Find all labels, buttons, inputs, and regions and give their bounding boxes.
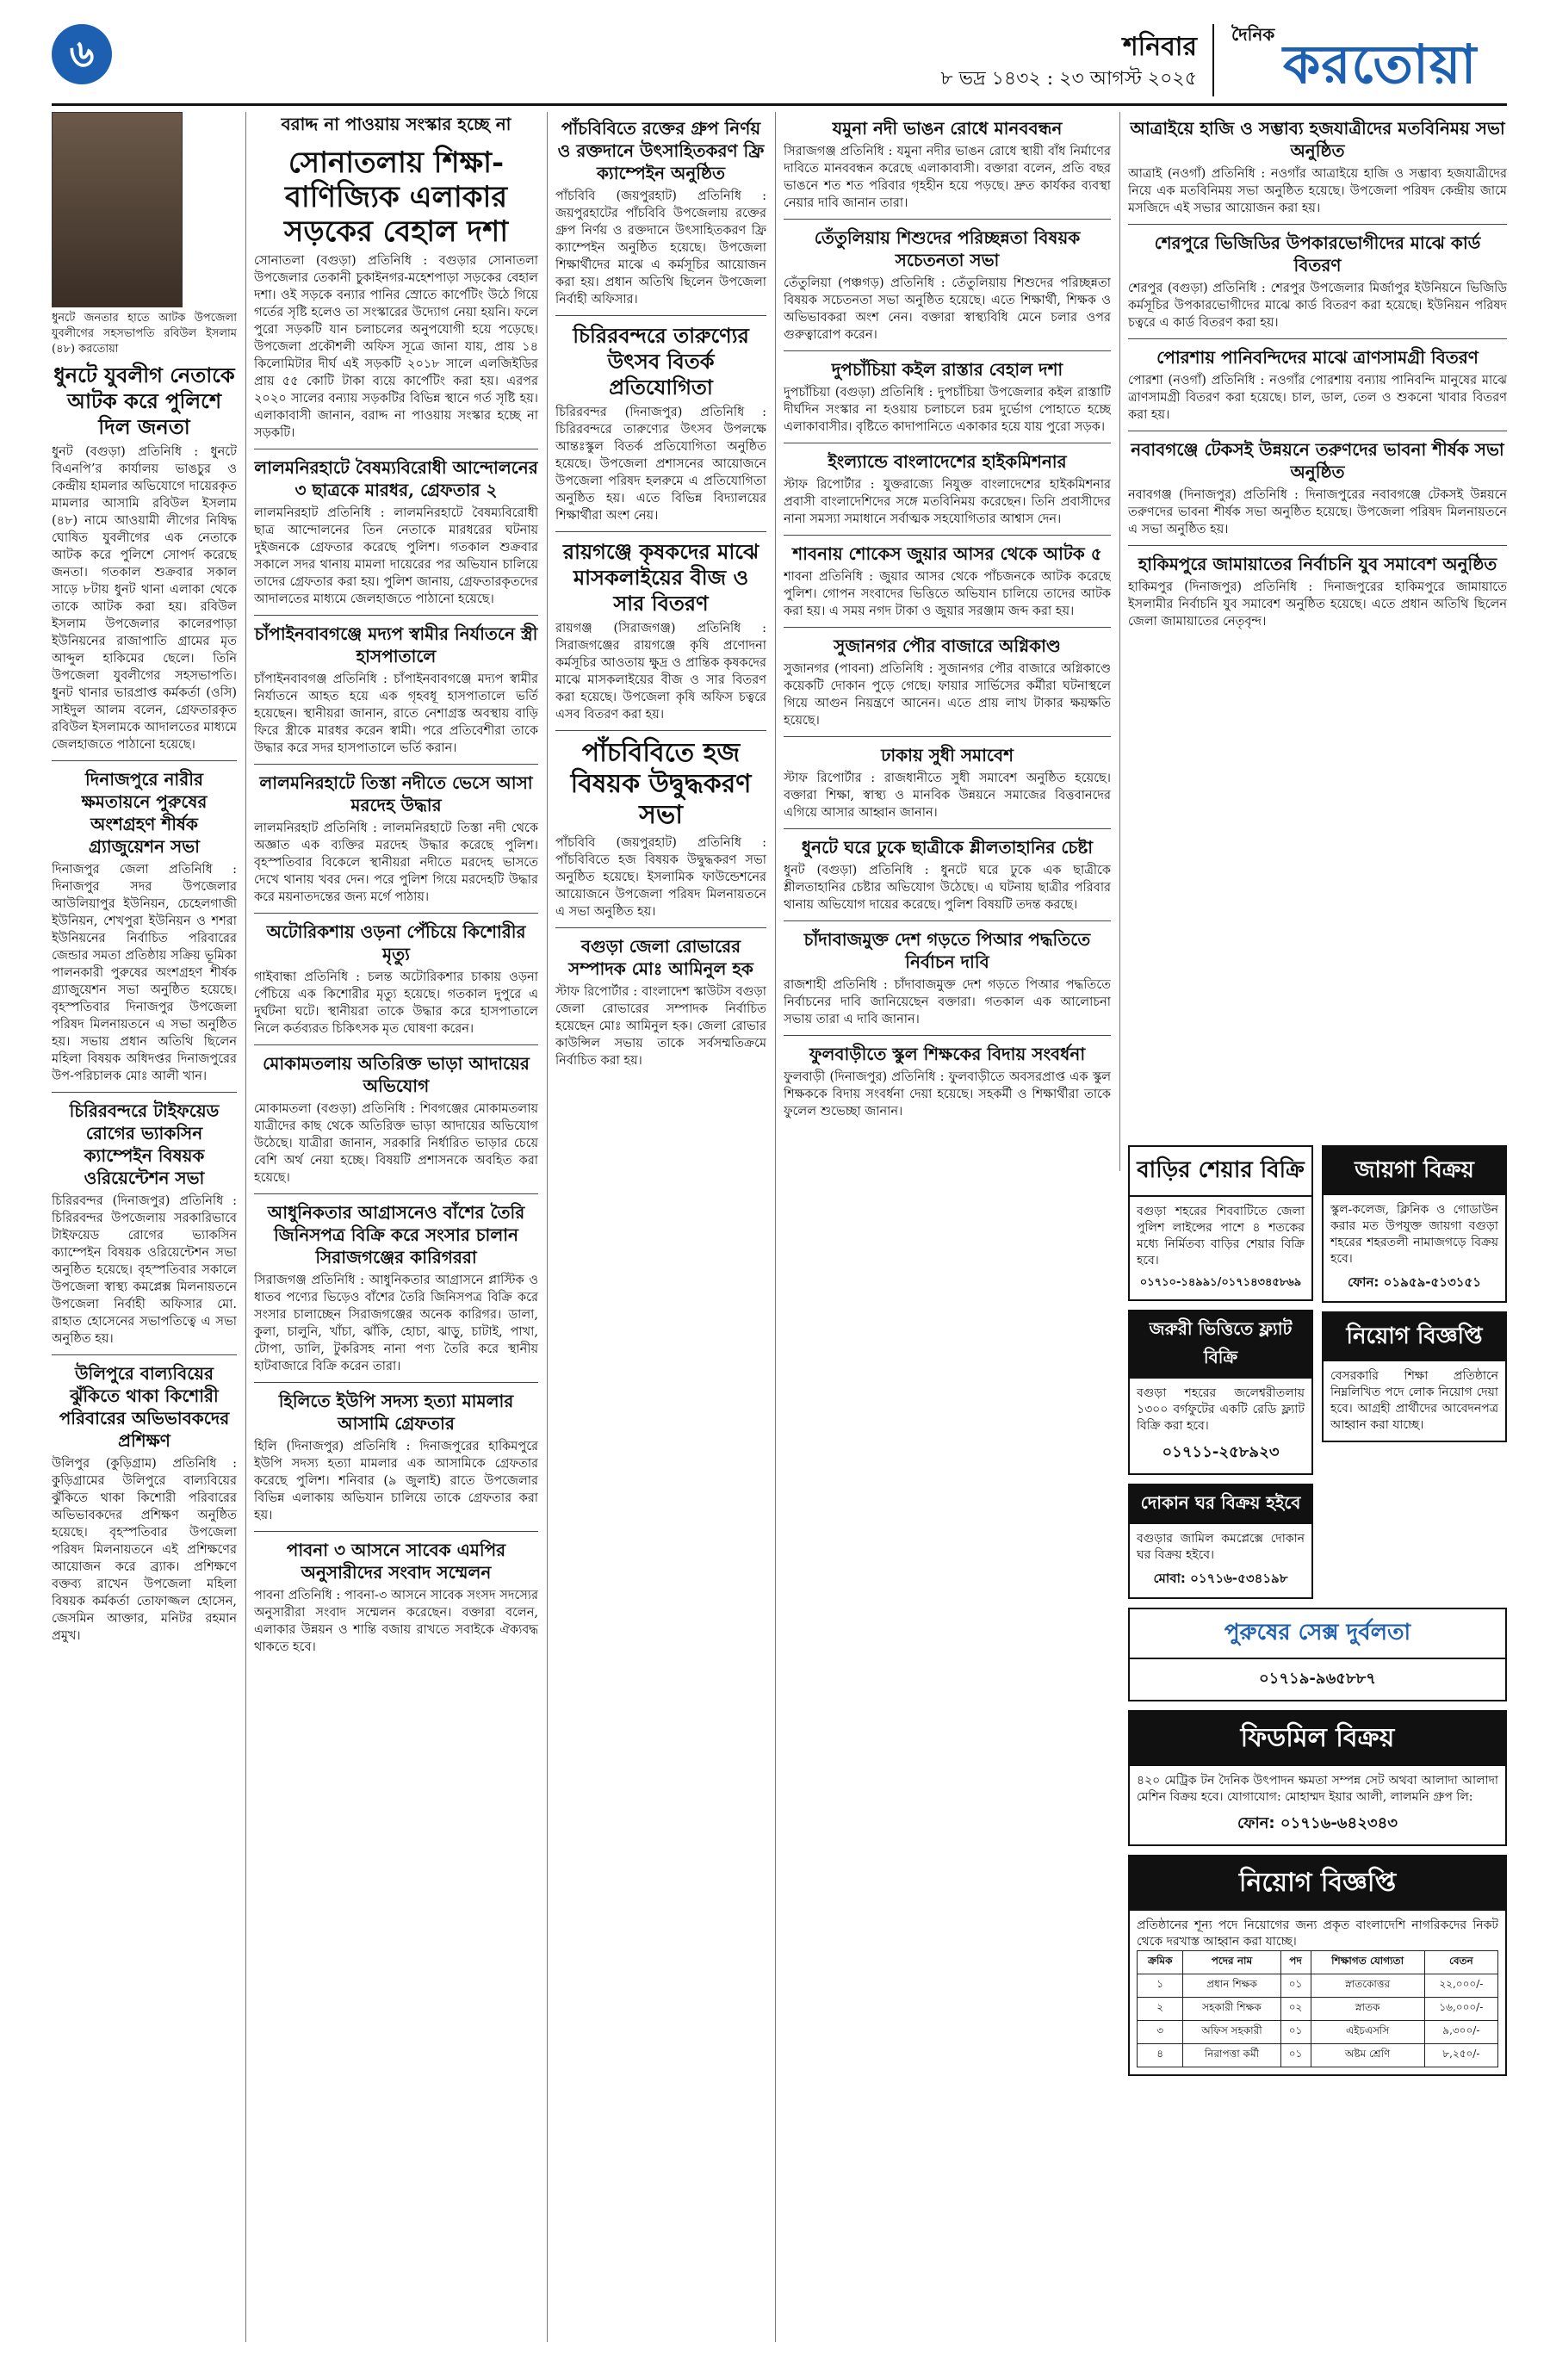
story-body: দুপচাঁচিয়া (বগুড়া) প্রতিনিধি : দুপচাঁচিয়া উপজেলার কইল রাস্তাটি দীর্ঘদিন সংস্কার না হওয়ায় চলাচলে চরম দুর্ভোগ পোহাতে হচ্ছে এলাকাবাসীর। বৃষ্টিতে কাদাপানিতে একাকার হয়ে যায় পুরো সড়ক। bbox=[784, 386, 1111, 434]
ad-shop-sale bbox=[1128, 1484, 1313, 1599]
lead-kicker: বরাদ্দ না পাওয়ায় সংস্কার হচ্ছে না bbox=[281, 114, 512, 134]
story-body: হাকিমপুর (দিনাজপুর) প্রতিনিধি : দিনাজপুরের হাকিমপুরে জামায়াতে ইসলামীর নির্বাচনি যুব সমাবেশ অনুষ্ঠিত হয়েছে। এতে প্রধান অতিথি ছিলেন জেলা জামায়াতের নেতৃবৃন্দ। bbox=[1128, 580, 1507, 629]
table-header: বেতন bbox=[1424, 1951, 1497, 1974]
ad-body: বগুড়ার জামিল কমপ্লেক্সে দোকান ঘর বিক্রয় হইবে। bbox=[1137, 1532, 1305, 1562]
divider bbox=[254, 1193, 538, 1194]
divider bbox=[1128, 338, 1507, 339]
story-body: আত্রাই (নওগাঁ) প্রতিনিধি : নওগাঁর আত্রাইয়ে হাজি ও সম্ভাব্য হজযাত্রীদের নিয়ে এক মতবিনিময় সভা অনুষ্ঠিত হয়েছে। উপজেলা পরিষদ কেন্দ্রীয় জামে মসজিদে এই সভার আয়োজন করা হয়। bbox=[1128, 167, 1507, 215]
table-cell: ৩ bbox=[1138, 2021, 1183, 2044]
ad-body: বগুড়া শহরের জলেশ্বরীতলায় ১৩০০ বর্গফুটের একটি রেডি ফ্ল্যাট বিক্রি করা হবে। bbox=[1137, 1386, 1305, 1433]
story-headline: লালমনিরহাটে বৈষম্যবিরোধী আন্দোলনের ৩ ছাত্রকে মারধর, গ্রেফতার ২ bbox=[254, 457, 538, 500]
divider bbox=[1128, 545, 1507, 546]
story-headline: উলিপুরে বাল্যবিয়ের ঝুঁকিতে থাকা কিশোরী পরিবারের অভিভাবকদের প্রশিক্ষণ bbox=[59, 1363, 230, 1451]
ad-recruitment bbox=[1128, 1855, 1507, 2076]
table-cell: এইচএসসি bbox=[1311, 2021, 1424, 2044]
story-body: ধুনট (বগুড়া) প্রতিনিধি : ধুনটে বিএনপি’র কার্যালয় ভাঙচুর ও কেন্দ্রীয় হামলার অভিযোগে দায়েরকৃত মামলার আসামি রবিউল ইসলাম (৪৮) নামে আওয়ামী লীগের নিষিদ্ধ ঘোষিত যুবলীগের এক নেতাকে আটক করে পুলিশে সোপর্দ করেছে জনতা। গতকাল শুক্রবার সকাল সাড়ে ৮টায় ধুনট থানা এলাকা থেকে তাকে আটক করা হয়। রবিউল ইসলাম উপজেলার কালেরপাড়া ইউনিয়নের রাজাপাতি গ্রামের মৃত আব্দুল হাকিমের ছেলে। তিনি উপজেলা যুবলীগের সহসভাপতি। ধুনট থানার ভারপ্রাপ্ত কর্মকর্তা (ওসি) সাইদুল আলম বলেন, গ্রেফতারকৃত রবিউল ইসলামকে আদালতের মাধ্যমে জেলহাজতে পাঠানো হয়েছে। bbox=[52, 445, 237, 752]
column-4 bbox=[784, 112, 1111, 2351]
ad-phone: ০১৭১১-২৫৮৯২৩ bbox=[1162, 1443, 1280, 1461]
divider bbox=[555, 315, 766, 316]
header-divider bbox=[1212, 24, 1214, 96]
recruitment-table bbox=[1137, 1950, 1498, 2067]
header-day: শনিবার bbox=[1122, 32, 1197, 62]
story-headline: তেঁতুলিয়ায় শিশুদের পরিচ্ছন্নতা বিষয়ক সচেতনতা সভা bbox=[814, 227, 1081, 270]
story-headline: শেরপুরে ভিজিডির উপকারভোগীদের মাঝে কার্ড বিতরণ bbox=[1154, 232, 1481, 276]
table-cell: ১ bbox=[1138, 1974, 1183, 1998]
column-2 bbox=[254, 112, 538, 2351]
story-body: সিরাজগঞ্জ প্রতিনিধি : যমুনা নদীর ভাঙন রোধে স্থায়ী বাঁধ নির্মাণের দাবিতে মানববন্ধন করেছে এলাকাবাসী। বক্তারা বলেন, প্রতি বছর ভাঙনে শত শত পরিবার গৃহহীন হয়ে পড়ছে। দ্রুত কার্যকর ব্যবস্থা নেয়ার দাবি জানান তারা। bbox=[784, 145, 1111, 210]
story-headline: চাঁদাবাজমুক্ত দেশ গড়তে পিআর পদ্ধতিতে নির্বাচন দাবি bbox=[803, 929, 1091, 972]
divider bbox=[52, 1354, 237, 1355]
ad-phone: ফোন: ০১৯৫৯-৫১৩১৫১ bbox=[1348, 1274, 1481, 1290]
table-cell: ২ bbox=[1138, 1998, 1183, 2021]
story-body: স্টাফ রিপোর্টার : রাজধানীতে সুধী সমাবেশ অনুষ্ঠিত হয়েছে। বক্তারা শিক্ষা, স্বাস্থ্য ও মানবিক উন্নয়নে সমাজের বিত্তবানদের এগিয়ে আসার আহ্বান জানান। bbox=[784, 772, 1111, 820]
table-cell: অষ্টম শ্রেণি bbox=[1311, 2044, 1424, 2067]
story-body: ধুনট (বগুড়া) প্রতিনিধি : ধুনটে ঘরে ঢুকে এক ছাত্রীকে শ্লীলতাহানির চেষ্টার অভিযোগ উঠেছে। এ ঘটনায় ছাত্রীর পরিবার থানায় অভিযোগ দায়ের করেছে। পুলিশ বিষয়টি তদন্ত করছে। bbox=[784, 864, 1111, 912]
story-body: চাঁপাইনবাবগঞ্জ প্রতিনিধি : চাঁপাইনবাবগঞ্জে মদ্যপ স্বামীর নির্যাতনে আহত হয়ে এক গৃহবধূ হাসপাতালে ভর্তি হয়েছেন। স্থানীয়রা জানান, রাতে নেশাগ্রস্ত অবস্থায় বাড়ি ফিরে স্ত্রীকে মারধর করেন স্বামী। পরে প্রতিবেশীরা তাকে উদ্ধার করে সদর হাসপাতালে ভর্তি করান। bbox=[254, 672, 538, 755]
table-cell: ০১ bbox=[1280, 1974, 1311, 1998]
divider bbox=[254, 1531, 538, 1532]
ad-title: জরুরী ভিত্তিতে ফ্ল্যাট বিক্রি bbox=[1130, 1311, 1311, 1379]
ad-body: বেসরকারি শিক্ষা প্রতিষ্ঠানে নিম্নলিখিত পদে লোক নিয়োগ দেয়া হবে। আগ্রহী প্রার্থীদের আবেদনপত্র আহ্বান করা যাচ্ছে। bbox=[1330, 1369, 1498, 1432]
story-headline: অটোরিকশায় ওড়না পেঁচিয়ে কিশোরীর মৃত্যু bbox=[266, 921, 526, 964]
table-cell: নিরাপত্তা কর্মী bbox=[1183, 2044, 1280, 2067]
divider bbox=[254, 615, 538, 616]
story-headline: চিরিরবন্দরে টাইফয়েড রোগের ভ্যাকসিন ক্যাম্পেইন বিষয়ক ওরিয়েন্টেশন সভা bbox=[69, 1100, 220, 1188]
ad-title: পুরুষের সেক্স দুর্বলতা bbox=[1130, 1609, 1505, 1659]
story-headline: শাবনায় শোকেস জুয়ার আসর থেকে আটক ৫ bbox=[792, 543, 1102, 564]
story-headline: বগুড়া জেলা রোভারের সম্পাদক মোঃ আমিনুল হক bbox=[568, 936, 753, 979]
divider bbox=[52, 760, 237, 761]
story-headline: চাঁপাইনবাবগঞ্জে মদ্যপ স্বামীর নির্যাতনে স্ত্রী হাসপাতালে bbox=[254, 623, 538, 666]
story-headline: পাঁচবিবিতে রক্তের গ্রুপ নির্ণয় ও রক্তদানে উৎসাহিতকরণ ফ্রি ক্যাম্পেইন অনুষ্ঠিত bbox=[557, 118, 765, 183]
ad-body: প্রতিষ্ঠানের শূন্য পদে নিয়োগের জন্য প্রকৃত বাংলাদেশি নাগরিকদের নিকট থেকে দরখাস্ত আহ্বান করা যাচ্ছে। bbox=[1137, 1918, 1498, 1949]
table-cell: ৪ bbox=[1138, 2044, 1183, 2067]
story-body: লালমনিরহাট প্রতিনিধি : লালমনিরহাটে তিস্তা নদী থেকে অজ্ঞাত এক ব্যক্তির মরদেহ উদ্ধার করেছে পুলিশ। বৃহস্পতিবার বিকেলে স্থানীয়রা নদীতে মরদেহ ভাসতে দেখে থানায় খবর দেন। পরে পুলিশ গিয়ে মরদেহটি উদ্ধার করে ময়নাতদন্তের জন্য মর্গে পাঠায়। bbox=[254, 821, 538, 904]
story-headline: ধুনটে যুবলীগ নেতাকে আটক করে পুলিশে দিল জনতা bbox=[53, 363, 235, 439]
divider bbox=[784, 1035, 1111, 1036]
table-row bbox=[1138, 1974, 1498, 1998]
divider bbox=[784, 350, 1111, 351]
photo-caption: ধুনটে জনতার হাতে আটক উপজেলা যুবলীগের সহসভাপতি রবিউল ইসলাম (৪৮) করতোয়া bbox=[52, 312, 237, 356]
divider bbox=[254, 1044, 538, 1045]
table-cell: সহকারী শিক্ষক bbox=[1183, 1998, 1280, 2021]
divider bbox=[254, 1382, 538, 1383]
lead-headline: সোনাতলায় শিক্ষা-বাণিজ্যিক এলাকার সড়কের বেহাল দশা bbox=[283, 146, 509, 249]
column-rule bbox=[547, 112, 548, 2342]
ad-phone: ফোন: ০১৭১৬-৬৪২৩৪৩ bbox=[1237, 1814, 1398, 1832]
story-headline: আত্রাইয়ে হাজি ও সম্ভাব্য হজযাত্রীদের মতবিনিময় সভা অনুষ্ঠিত bbox=[1130, 118, 1505, 161]
story-headline: ইংল্যান্ডে বাংলাদেশের হাইকমিশনার bbox=[828, 451, 1067, 472]
story-headline: মোকামতলায় অতিরিক্ত ভাড়া আদায়ের অভিযোগ bbox=[263, 1053, 530, 1096]
table-cell: ০১ bbox=[1280, 2021, 1311, 2044]
ad-recruitment-small bbox=[1322, 1311, 1507, 1442]
ad-phone: ০১৭১৯-৯৬৫৮৮৭ bbox=[1258, 1670, 1377, 1688]
table-cell: ২২,০০০/- bbox=[1424, 1974, 1497, 1998]
ad-title: নিয়োগ বিজ্ঞপ্তি bbox=[1130, 1856, 1505, 1911]
story-body: মোকামতলা (বগুড়া) প্রতিনিধি : শিবগঞ্জের মোকামতলায় যাত্রীদের কাছ থেকে অতিরিক্ত ভাড়া আদায়ের অভিযোগ উঠেছে। যাত্রীরা জানান, সরকারি নির্ধারিত ভাড়ার চেয়ে বেশি অর্থ নেয়া হচ্ছে। বিষয়টি প্রশাসনকে অবহিত করা হয়েছে। bbox=[254, 1102, 538, 1185]
table-header: ক্রমিক bbox=[1138, 1951, 1183, 1974]
page-number: ৬ bbox=[52, 24, 112, 84]
story-headline: দুপচাঁচিয়া কইল রাস্তার বেহাল দশা bbox=[831, 359, 1063, 380]
story-headline: ফুলবাড়ীতে স্কুল শিক্ষকের বিদায় সংবর্ধনা bbox=[809, 1044, 1086, 1064]
story-body: লালমনিরহাট প্রতিনিধি : লালমনিরহাটে বৈষম্যবিরোধী ছাত্র আন্দোলনের তিন নেতাকে মারধরের ঘটনায় দুইজনকে গ্রেফতার করেছে পুলিশ। গতকাল শুক্রবার সকালে সদর থানায় মামলা দায়েরের পর অভিযান চালিয়ে তাদের গ্রেফতার করা হয়। পুলিশ জানায়, গ্রেফতারকৃতদের আদালতের মাধ্যমে জেলহাজতে পাঠানো হয়েছে। bbox=[254, 506, 538, 606]
story-body: পাঁচবিবি (জয়পুরহাট) প্রতিনিধি : পাঁচবিবিতে হজ বিষয়ক উদ্বুদ্ধকরণ সভা অনুষ্ঠিত হয়েছে। ইসলামিক ফাউন্ডেশনের আয়োজনে উপজেলা পরিষদ মিলনায়তনে এ সভা অনুষ্ঠিত হয়। bbox=[555, 836, 766, 919]
table-cell: ৯,৩০০/- bbox=[1424, 2021, 1497, 2044]
news-photo bbox=[52, 112, 183, 307]
divider bbox=[784, 828, 1111, 829]
ad-body: ৪২০ মেট্রিক টন দৈনিক উৎপাদন ক্ষমতা সম্পন্ন সেট অথবা আলাদা আলাদা মেশিন বিক্রয় হবে। যোগাযোগ: মোহাম্মদ ইয়ার আলী, লালমনি গ্রুপ লি: bbox=[1137, 1774, 1498, 1804]
story-headline: ঢাকায় সুধী সমাবেশ bbox=[881, 745, 1014, 765]
story-body: পোরশা (নওগাঁ) প্রতিনিধি : নওগাঁর পোরশায় বন্যায় পানিবন্দি মানুষের মাঝে ত্রাণসামগ্রী বিতরণ করা হয়েছে। চাল, ডাল, তেল ও শুকনো খাবার বিতরণ করা হয়। bbox=[1128, 374, 1507, 422]
paper-name: করতোয়া bbox=[1283, 33, 1478, 96]
ad-health bbox=[1128, 1608, 1507, 1701]
story-body: স্টাফ রিপোর্টার : যুক্তরাজ্যে নিযুক্ত বাংলাদেশের হাইকমিশনার প্রবাসী বাংলাদেশিদের সঙ্গে মতবিনিময় করেছেন। তিনি প্রবাসীদের নানা সমস্যা সমাধানে সর্বাত্মক সহযোগিতার আশ্বাস দেন। bbox=[784, 478, 1111, 526]
classified-ads bbox=[1128, 1145, 1507, 2351]
story-headline: পোরশায় পানিবন্দিদের মাঝে ত্রাণসামগ্রী বিতরণ bbox=[1156, 347, 1479, 368]
story-body: উলিপুর (কুড়িগ্রাম) প্রতিনিধি : কুড়িগ্রামের উলিপুরে বাল্যবিয়ের ঝুঁকিতে থাকা কিশোরী পরিবারের অভিভাবকদের প্রশিক্ষণ অনুষ্ঠিত হয়েছে। বৃহস্পতিবার উপজেলা পরিষদ মিলনায়তনে এই প্রশিক্ষণের আয়োজন করে ব্র্যাক। প্রশিক্ষণে বক্তব্য রাখেন উপজেলা মহিলা বিষয়ক কর্মকর্তা তোফাজ্জল হোসেন, জেসমিন আক্তার, মনিটর রহমান প্রমুখ। bbox=[52, 1457, 237, 1643]
table-header: পদের নাম bbox=[1183, 1951, 1280, 1974]
column-5 bbox=[1128, 112, 1507, 1111]
table-cell: ১৬,০০০/- bbox=[1424, 1998, 1497, 2021]
column-rule bbox=[775, 112, 776, 2342]
divider bbox=[1128, 224, 1507, 225]
table-row bbox=[1138, 1998, 1498, 2021]
ad-feedmill bbox=[1128, 1710, 1507, 1846]
story-headline: হাকিমপুরে জামায়াতের নির্বাচনি যুব সমাবেশ অনুষ্ঠিত bbox=[1138, 554, 1497, 574]
table-cell: স্নাতকোত্তর bbox=[1311, 1974, 1424, 1998]
ad-house-share bbox=[1128, 1145, 1313, 1301]
story-body: সিরাজগঞ্জ প্রতিনিধি : আধুনিকতার আগ্রাসনে প্লাস্টিক ও ধাতব পণ্যের ভিড়েও বাঁশের তৈরি জিনিসপত্র বিক্রি করে সংসার চালাচ্ছেন সিরাজগঞ্জের অনেক কারিগর। ডালা, কুলা, চালুনি, খাঁচা, ঝাঁকি, হোচা, ঝাড়ু, চাটাই, পাখা, টোপা, ডালি, টুকরিসহ নানা পণ্য তৈরি করে স্থানীয় হাটবাজারে বিক্রি করেন তারা। bbox=[254, 1274, 538, 1373]
story-headline: পাবনা ৩ আসনে সাবেক এমপির অনুসারীদের সংবাদ সম্মেলন bbox=[286, 1540, 506, 1583]
story-body: গাইবান্ধা প্রতিনিধি : চলন্ত অটোরিকশার চাকায় ওড়না পেঁচিয়ে এক কিশোরীর মৃত্যু হয়েছে। গতকাল দুপুরে এ দুর্ঘটনা ঘটে। স্থানীয়রা তাকে উদ্ধার করে হাসপাতালে নিলে কর্তব্যরত চিকিৎসক মৃত ঘোষণা করেন। bbox=[254, 970, 538, 1036]
story-headline: নবাবগঞ্জে টেকসই উন্নয়নে তরুণদের ভাবনা শীর্ষক সভা অনুষ্ঠিত bbox=[1131, 439, 1504, 482]
divider bbox=[784, 535, 1111, 536]
story-body: রায়গঞ্জ (সিরাজগঞ্জ) প্রতিনিধি : সিরাজগঞ্জের রায়গঞ্জে কৃষি প্রণোদনা কর্মসূচির আওতায় ক্ষুদ্র ও প্রান্তিক কৃষকদের মাঝে মাসকলাইয়ের বীজ ও সার বিতরণ করা হয়েছে। উপজেলা কৃষি অফিস চত্বরে এসব বিতরণ করা হয়। bbox=[555, 622, 766, 722]
divider bbox=[254, 764, 538, 765]
story-headline: দিনাজপুরে নারীর ক্ষমতায়নে পুরুষের অংশগ্রহণ শীর্ষক গ্র্যাজুয়েশন সভা bbox=[81, 769, 208, 857]
lead-body: সোনাতলা (বগুড়া) প্রতিনিধি : বগুড়ার সোনাতলা উপজেলার তেকানী চুকাইনগর-মহেশপাড়া সড়কের বেহাল দশা। ওই সড়কে বন্যার পানির স্রোতে কার্পেটিং উঠে গিয়ে গর্তের সৃষ্টি হলেও তা সংস্কারের উদ্যোগ নেয়া হয়নি। ফলে পুরো সড়কটি যান চলাচলের অনুপযোগী হয়ে পড়েছে। উপজেলা প্রকৌশলী অফিস সূত্রে জানা যায়, প্রায় ১৪ কিলোমিটার দীর্ঘ এই সড়কটি ২০১৮ সালে এলজিইডির প্রায় ৫৫ কোটি টাকা ব্যয়ে কার্পেটিং করা হয়। এরপর ২০২০ সালের বন্যায় সড়কটির বিভিন্ন স্থানে গর্ত সৃষ্টি হয়। এলাকাবাসী জানান, বরাদ্দ না পাওয়ায় সংস্কার হচ্ছে না সড়কটি। bbox=[254, 254, 538, 440]
table-header-row bbox=[1138, 1951, 1498, 1974]
table-cell: ০২ bbox=[1280, 1998, 1311, 2021]
story-body: হিলি (দিনাজপুর) প্রতিনিধি : দিনাজপুরের হাকিমপুরে ইউপি সদস্য হত্যা মামলার এক আসামিকে গ্রেফতার করেছে পুলিশ। শনিবার (৯ জুলাই) রাতে উপজেলার বিভিন্ন এলাকায় অভিযান চালিয়ে তাকে গ্রেফতার করা হয়। bbox=[254, 1440, 538, 1522]
story-body: শাবনা প্রতিনিধি : জুয়ার আসর থেকে পাঁচজনকে আটক করেছে পুলিশ। গোপন সংবাদের ভিত্তিতে অভিযান চালিয়ে তাদের আটক করা হয়। এ সময় নগদ টাকা ও জুয়ার সরঞ্জাম জব্দ করা হয়। bbox=[784, 570, 1111, 618]
story-body: তেঁতুলিয়া (পঞ্চগড়) প্রতিনিধি : তেঁতুলিয়ায় শিশুদের পরিচ্ছন্নতা বিষয়ক সচেতনতা সভা অনুষ্ঠিত হয়েছে। এতে শিক্ষার্থী, শিক্ষক ও অভিভাবকরা অংশ নেন। বক্তারা স্বাস্থ্যবিধি মেনে চলার ওপর গুরুত্বারোপ করেন। bbox=[784, 276, 1111, 342]
table-header: পদ bbox=[1280, 1951, 1311, 1974]
table-cell: অফিস সহকারী bbox=[1183, 2021, 1280, 2044]
column-3 bbox=[555, 112, 766, 2351]
table-cell: ০১ bbox=[1280, 2044, 1311, 2067]
divider bbox=[254, 913, 538, 914]
ad-title: ফিডমিল বিক্রয় bbox=[1130, 1712, 1505, 1766]
story-body: রাজশাহী প্রতিনিধি : চাঁদাবাজমুক্ত দেশ গড়তে পিআর পদ্ধতিতে নির্বাচনের দাবি জানিয়েছেন বক্তারা। গতকাল এক আলোচনা সভায় তারা এ দাবি জানান। bbox=[784, 978, 1111, 1026]
ad-land-sale bbox=[1322, 1145, 1507, 1303]
divider bbox=[784, 219, 1111, 220]
divider bbox=[52, 1092, 237, 1093]
story-headline: পাঁচবিবিতে হজ বিষয়ক উদ্বুদ্ধকরণ সভা bbox=[570, 738, 752, 830]
table-row bbox=[1138, 2044, 1498, 2067]
story-headline: সুজানগর পৌর বাজারে অগ্নিকাণ্ড bbox=[834, 635, 1061, 656]
story-body: চিরিরবন্দর (দিনাজপুর) প্রতিনিধি : চিরিরবন্দর উপজেলায় সরকারিভাবে টাইফয়েড রোগের ভ্যাকসিন ক্যাম্পেইন বিষয়ক ওরিয়েন্টেশন সভা অনুষ্ঠিত হয়েছে। বৃহস্পতিবার সকালে উপজেলা স্বাস্থ্য কমপ্লেক্স মিলনায়তনে উপজেলা নির্বাহী অফিসার মো. রাহাত হোসেনের সভাপতিত্বে এ সভা অনুষ্ঠিত হয়। bbox=[52, 1194, 237, 1346]
divider bbox=[555, 730, 766, 731]
table-cell: প্রধান শিক্ষক bbox=[1183, 1974, 1280, 1998]
column-rule bbox=[1119, 112, 1120, 1171]
table-cell: স্নাতক bbox=[1311, 1998, 1424, 2021]
story-headline: আধুনিকতার আগ্রাসনেও বাঁশের তৈরি জিনিসপত্র বিক্রি করে সংসার চালান সিরাজগঞ্জের কারিগররা bbox=[267, 1202, 525, 1267]
divider bbox=[784, 736, 1111, 737]
story-body: নবাবগঞ্জ (দিনাজপুর) প্রতিনিধি : দিনাজপুরের নবাবগঞ্জে টেকসই উন্নয়নে তরুণদের ভাবনা শীর্ষক সভা অনুষ্ঠিত হয়েছে। উপজেলা পরিষদ মিলনায়তনে এ সভা অনুষ্ঠিত হয়। bbox=[1128, 488, 1507, 536]
photo-block bbox=[52, 112, 237, 307]
ad-phone: ০১৭১০-১৪৯৯১/০১৭১৪৩৪৫৮৬৯ bbox=[1139, 1276, 1302, 1289]
story-body: চিরিরবন্দর (দিনাজপুর) প্রতিনিধি : চিরিরবন্দরে তারুণ্যের উৎসব উপলক্ষে আন্তঃস্কুল বিতর্ক প্রতিযোগিতা অনুষ্ঠিত হয়েছে। উপজেলা প্রশাসনের আয়োজনে উপজেলা পরিষদ হলরুমে এ প্রতিযোগিতা অনুষ্ঠিত হয়। এতে বিভিন্ন বিদ্যালয়ের শিক্ষার্থীরা অংশ নেয়। bbox=[555, 406, 766, 523]
ad-title: বাড়ির শেয়ার বিক্রি bbox=[1130, 1147, 1311, 1197]
story-body: ফুলবাড়ী (দিনাজপুর) প্রতিনিধি : ফুলবাড়ীতে অবসরপ্রাপ্ত এক স্কুল শিক্ষককে বিদায় সংবর্ধনা দেয়া হয়েছে। সহকর্মী ও শিক্ষার্থীরা তাকে ফুলেল শুভেচ্ছা জানান। bbox=[784, 1070, 1111, 1119]
header-date: ৮ ভদ্র ১৪৩২ : ২৩ আগস্ট ২০২৫ bbox=[940, 68, 1197, 90]
divider bbox=[555, 531, 766, 532]
column-1 bbox=[52, 112, 237, 2351]
divider bbox=[784, 627, 1111, 628]
paper-logo bbox=[1231, 19, 1507, 98]
story-body: স্টাফ রিপোর্টার : বাংলাদেশ স্কাউটস বগুড়া জেলা রোভারের সম্পাদক নির্বাচিত হয়েছেন মোঃ আমিনুল হক। জেলা রোভার কাউন্সিল সভায় তাকে সর্বসম্মতিক্রমে নির্বাচিত করা হয়। bbox=[555, 985, 766, 1068]
story-body: পাঁচবিবি (জয়পুরহাট) প্রতিনিধি : জয়পুরহাটের পাঁচবিবি উপজেলায় রক্তের গ্রুপ নির্ণয় ও রক্তদানে উৎসাহিতকরণ ফ্রি ক্যাম্পেইন অনুষ্ঠিত হয়েছে। উপজেলা শিক্ষার্থীদের মাঝে এ কর্মসূচির আয়োজন করা হয়। প্রধান অতিথি ছিলেন উপজেলা নির্বাহী অফিসার। bbox=[555, 189, 766, 307]
masthead bbox=[52, 17, 1507, 106]
story-headline: যমুনা নদী ভাঙন রোধে মানববন্ধন bbox=[832, 118, 1063, 139]
story-body: শেরপুর (বগুড়া) প্রতিনিধি : শেরপুর উপজেলার মির্জাপুর ইউনিয়নে ভিজিডি কর্মসূচির উপকারভোগীদের মাঝে কার্ড বিতরণ করা হয়েছে। ইউনিয়ন পরিষদ চত্বরে এ কার্ড বিতরণ করা হয়। bbox=[1128, 282, 1507, 330]
table-header: শিক্ষাগত যোগ্যতা bbox=[1311, 1951, 1424, 1974]
ad-flat-sale bbox=[1128, 1310, 1313, 1475]
story-headline: চিরিরবন্দরে তারুণ্যের উৎসব বিতর্ক প্রতিযোগিতা bbox=[573, 323, 749, 400]
paper-prefix: দৈনিক bbox=[1231, 24, 1275, 45]
ad-title: জায়গা বিক্রয় bbox=[1324, 1147, 1505, 1195]
table-cell: ৮,২৫০/- bbox=[1424, 2044, 1497, 2067]
column-rule bbox=[245, 112, 246, 2342]
ad-title: নিয়োগ বিজ্ঞপ্তি bbox=[1324, 1313, 1505, 1361]
story-headline: রায়গঞ্জে কৃষকদের মাঝে মাসকলাইয়ের বীজ ও সার বিতরণ bbox=[562, 539, 760, 616]
table-row bbox=[1138, 2021, 1498, 2044]
story-headline: ধুনটে ঘরে ঢুকে ছাত্রীকে শ্লীলতাহানির চেষ্টা bbox=[801, 837, 1094, 858]
story-body: সুজানগর (পাবনা) প্রতিনিধি : সুজানগর পৌর বাজারে অগ্নিকাণ্ডে কয়েকটি দোকান পুড়ে গেছে। ফায়ার সার্ভিসের কর্মীরা ঘটনাস্থলে গিয়ে আগুন নিয়ন্ত্রণে আনেন। এতে প্রায় লাখ টাকার ক্ষয়ক্ষতি হয়েছে। bbox=[784, 662, 1111, 728]
story-headline: লালমনিরহাটে তিস্তা নদীতে ভেসে আসা মরদেহ উদ্ধার bbox=[259, 772, 533, 815]
story-body: দিনাজপুর জেলা প্রতিনিধি : দিনাজপুর সদর উপজেলার আউলিয়াপুর ইউনিয়ন, চেহেলগাজী ইউনিয়ন, শেখপুরা ইউনিয়ন ও শশরা ইউনিয়নের নির্বাচিত পরিবারের জেন্ডার সমতা প্রতিষ্ঠায় সক্রিয় ভূমিকা পালনকারী পুরুষের অংশগ্রহণ শীর্ষক গ্র্যাজুয়েশন সভা অনুষ্ঠিত হয়েছে। বৃহস্পতিবার দিনাজপুর উপজেলা পরিষদ মিলনায়তনে এ সভা অনুষ্ঠিত হয়। সভায় প্রধান অতিথি ছিলেন মহিলা বিষয়ক অধিদপ্তর দিনাজপুরের উপ-পরিচালক মোঃ আলী খান। bbox=[52, 863, 237, 1083]
divider bbox=[555, 927, 766, 928]
divider bbox=[784, 920, 1111, 921]
story-body: পাবনা প্রতিনিধি : পাবনা-৩ আসনে সাবেক সংসদ সদস্যের অনুসারীরা সংবাদ সম্মেলন করেছেন। বক্তারা বলেন, এলাকার উন্নয়ন ও শান্তি বজায় রাখতে সবাইকে ঐক্যবদ্ধ থাকতে হবে। bbox=[254, 1589, 538, 1654]
story-headline: হিলিতে ইউপি সদস্য হত্যা মামলার আসামি গ্রেফতার bbox=[278, 1391, 514, 1434]
ad-phone: মোবা: ০১৭১৬-৫৩৪১৯৮ bbox=[1153, 1571, 1288, 1586]
ad-body: বগুড়া শহরের শিববাটিতে জেলা পুলিশ লাইন্সের পাশে ৪ শতকের মধ্যে নির্মিতব্য বাড়ির শেয়ার বিক্রি হবে। bbox=[1137, 1205, 1305, 1267]
ad-title: দোকান ঘর বিক্রয় হইবে bbox=[1130, 1485, 1311, 1524]
ad-body: স্কুল-কলেজ, ক্লিনিক ও গোডাউন করার মত উপযুক্ত জায়গা বগুড়া শহরের শহরতলী নামাজগড়ে বিক্রয় হবে। bbox=[1330, 1203, 1498, 1266]
